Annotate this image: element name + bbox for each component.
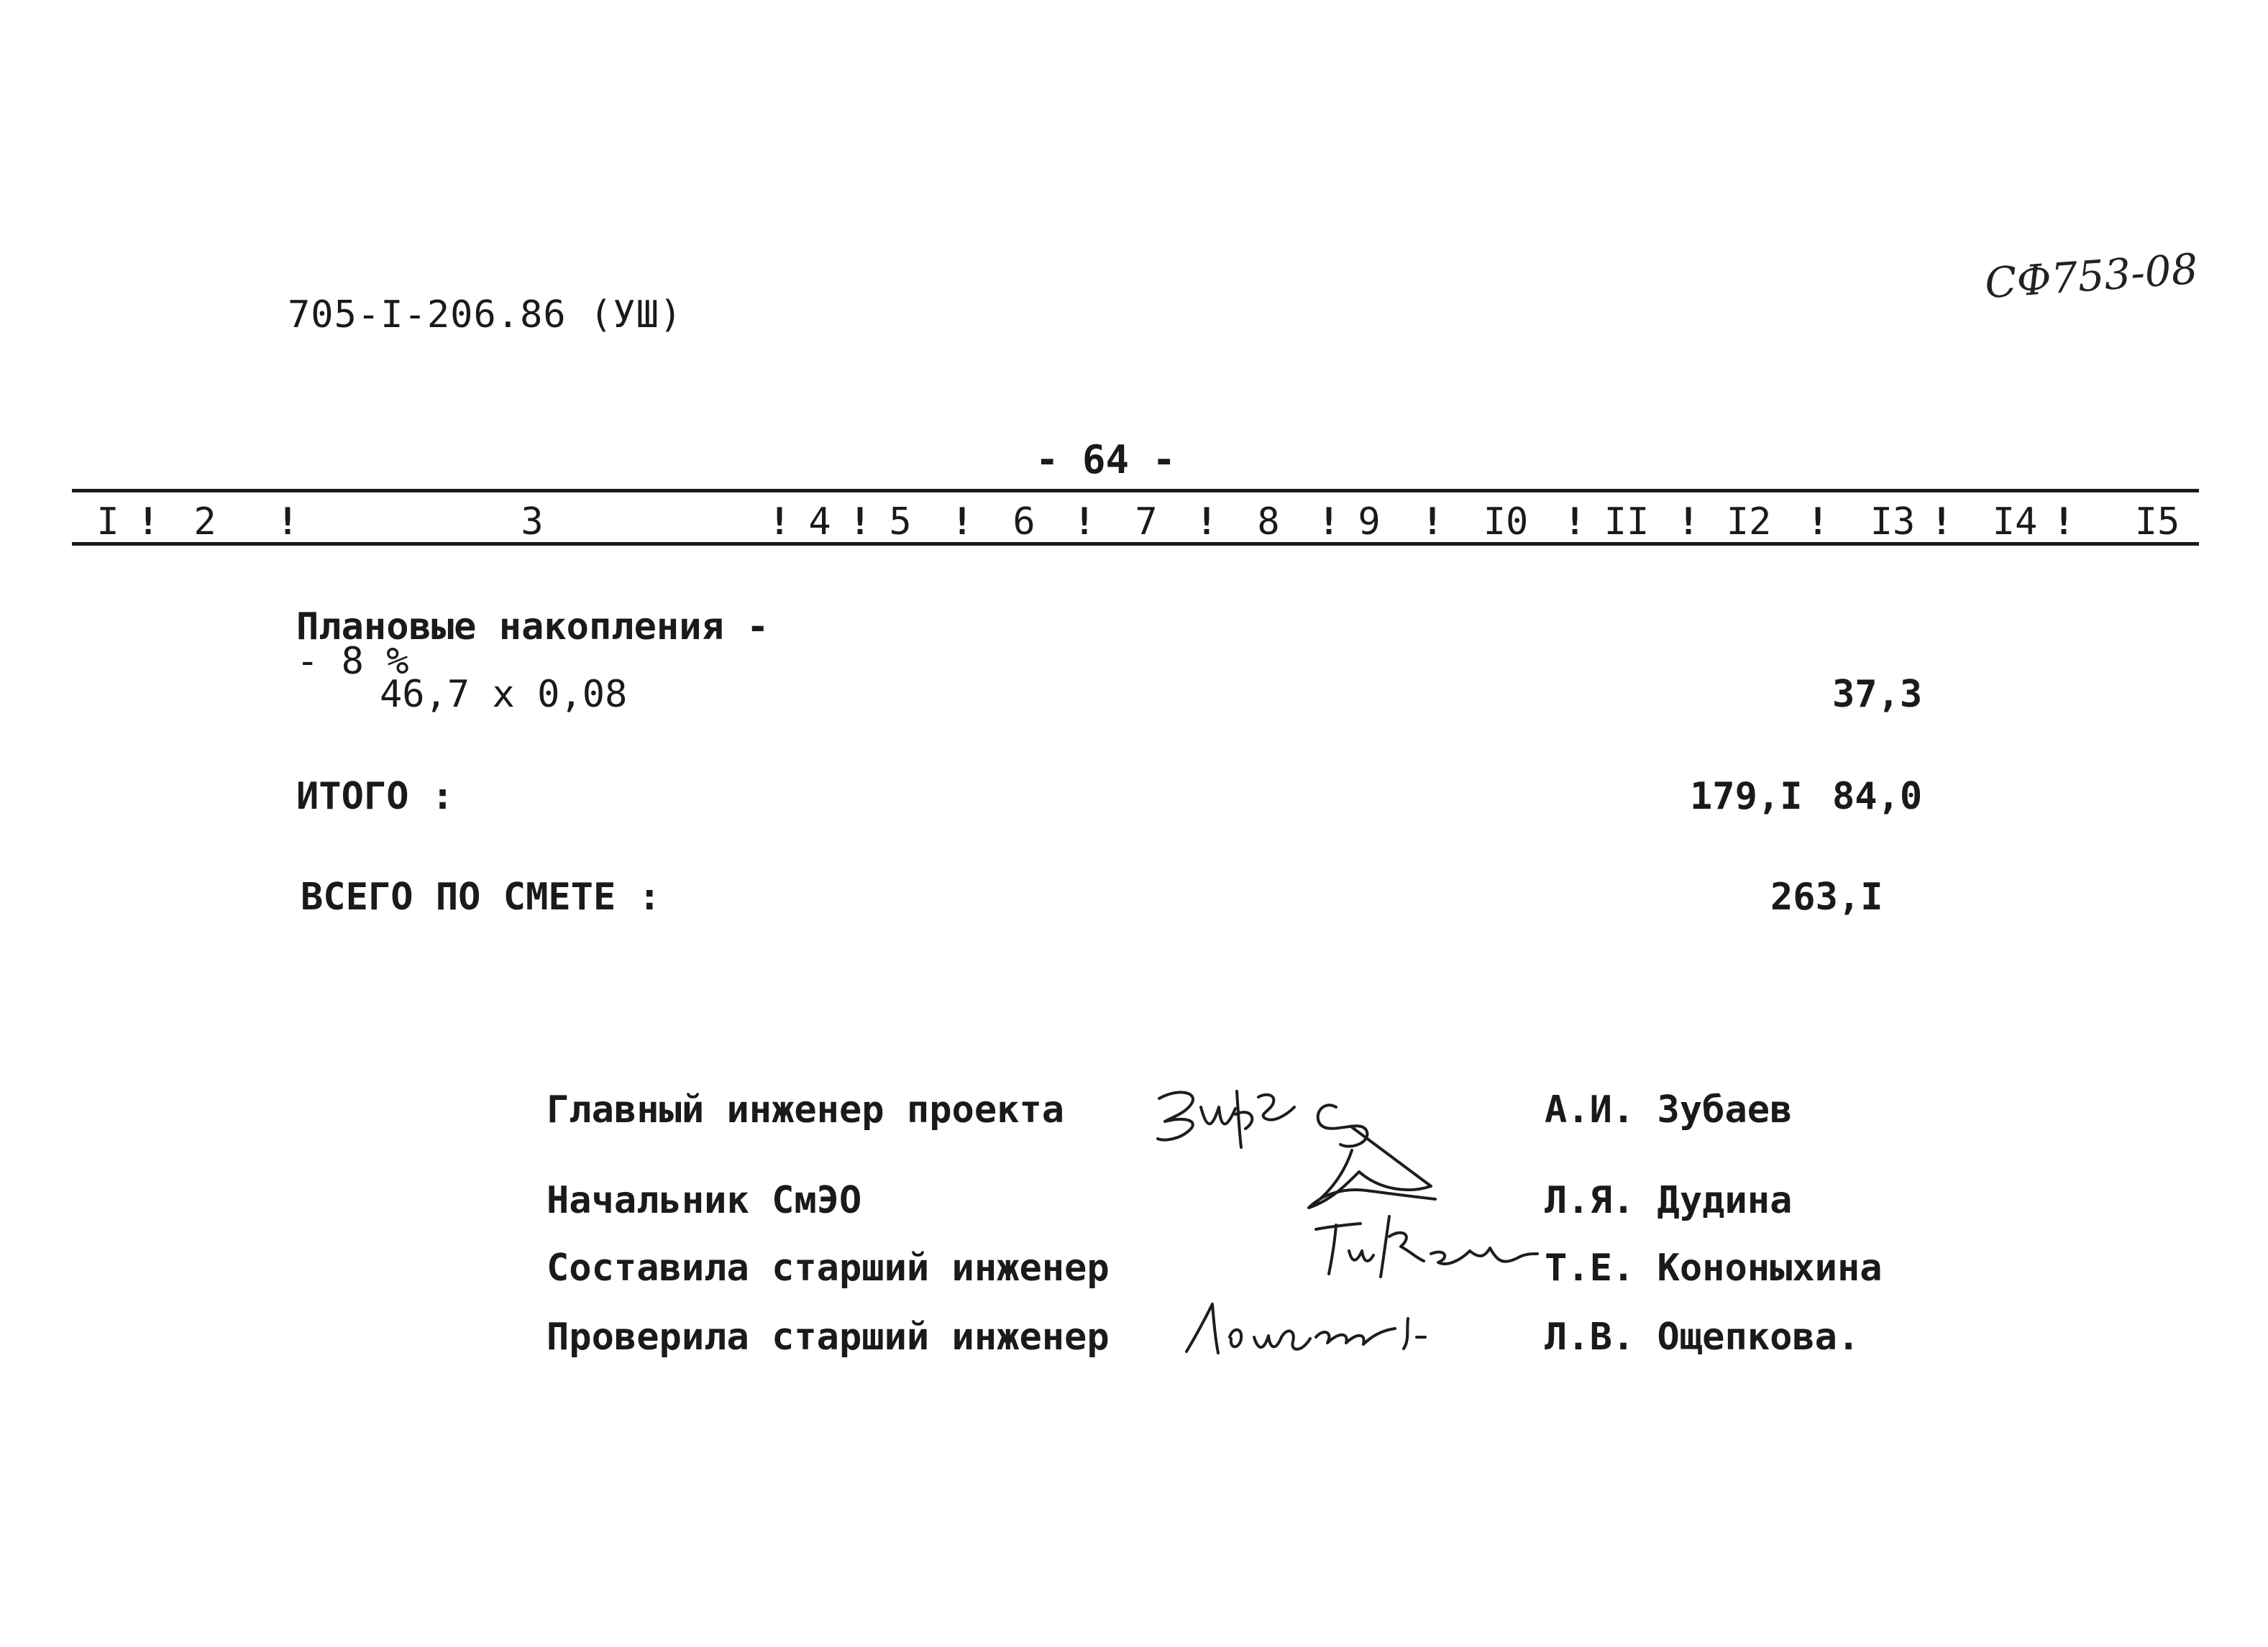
planned-savings-formula: 46,7 x 0,08 (380, 673, 628, 716)
signature-person: Т.Е. Кононыхина (1545, 1247, 1883, 1290)
column-separator: ! (276, 500, 299, 543)
signature-person: А.И. Зубаев (1545, 1088, 1793, 1132)
column-separator: ! (849, 500, 872, 543)
column-separator: ! (1073, 500, 1096, 543)
column-number: 5 (889, 500, 912, 543)
planned-savings-label: Плановые накопления - (296, 605, 769, 648)
column-number: II (1604, 500, 1650, 543)
signature-role: Главный инженер проекта (547, 1088, 1065, 1132)
signature-role: Проверила старший инженер (547, 1316, 1110, 1359)
table-top-rule (72, 489, 2199, 492)
handwritten-signature-oshchepkova (1179, 1287, 1453, 1366)
column-separator: ! (1317, 500, 1340, 543)
planned-savings-value: 37,3 (1832, 673, 1923, 716)
document-code: 705-I-206.86 (УШ) (288, 293, 683, 336)
grand-total-value: 263,I (1770, 876, 1883, 919)
total-value-2: 84,0 (1832, 775, 1923, 818)
signature-role: Начальник СмЭО (547, 1179, 862, 1222)
column-separator: ! (768, 500, 791, 543)
column-separator: ! (1806, 500, 1829, 543)
column-number: 6 (1012, 500, 1035, 543)
grand-total-label: ВСЕГО ПО СМЕТЕ : (301, 876, 661, 919)
column-separator: ! (1930, 500, 1953, 543)
column-number: 8 (1257, 500, 1280, 543)
column-number: 7 (1135, 500, 1158, 543)
column-number: I3 (1870, 500, 1916, 543)
column-separator: ! (1677, 500, 1700, 543)
column-separator: ! (1195, 500, 1218, 543)
column-number: I5 (2134, 500, 2180, 543)
signature-person: Л.В. Ощепкова. (1545, 1316, 1860, 1359)
column-number: 2 (193, 500, 216, 543)
column-separator: ! (1421, 500, 1444, 543)
column-number: 9 (1358, 500, 1381, 543)
column-number: 3 (521, 500, 544, 543)
signature-person: Л.Я. Дудина (1545, 1179, 1793, 1222)
column-number: 4 (808, 500, 831, 543)
total-value-1: 179,I (1690, 775, 1803, 818)
archive-mark: СФ753-08 (1983, 244, 2200, 308)
planned-savings-percent: - 8 % (296, 640, 409, 683)
column-number: I0 (1483, 500, 1529, 543)
column-separator: ! (1563, 500, 1586, 543)
column-number: I (96, 500, 119, 543)
total-label: ИТОГО : (296, 775, 454, 818)
signature-role: Составила старший инженер (547, 1247, 1110, 1290)
handwritten-signature-kononykhina (1309, 1208, 1539, 1294)
column-separator: ! (137, 500, 160, 543)
column-number: I4 (1992, 500, 2038, 543)
column-separator: ! (2052, 500, 2075, 543)
column-number: I2 (1726, 500, 1772, 543)
column-separator: ! (951, 500, 974, 543)
page-number: - 64 - (1035, 437, 1176, 482)
